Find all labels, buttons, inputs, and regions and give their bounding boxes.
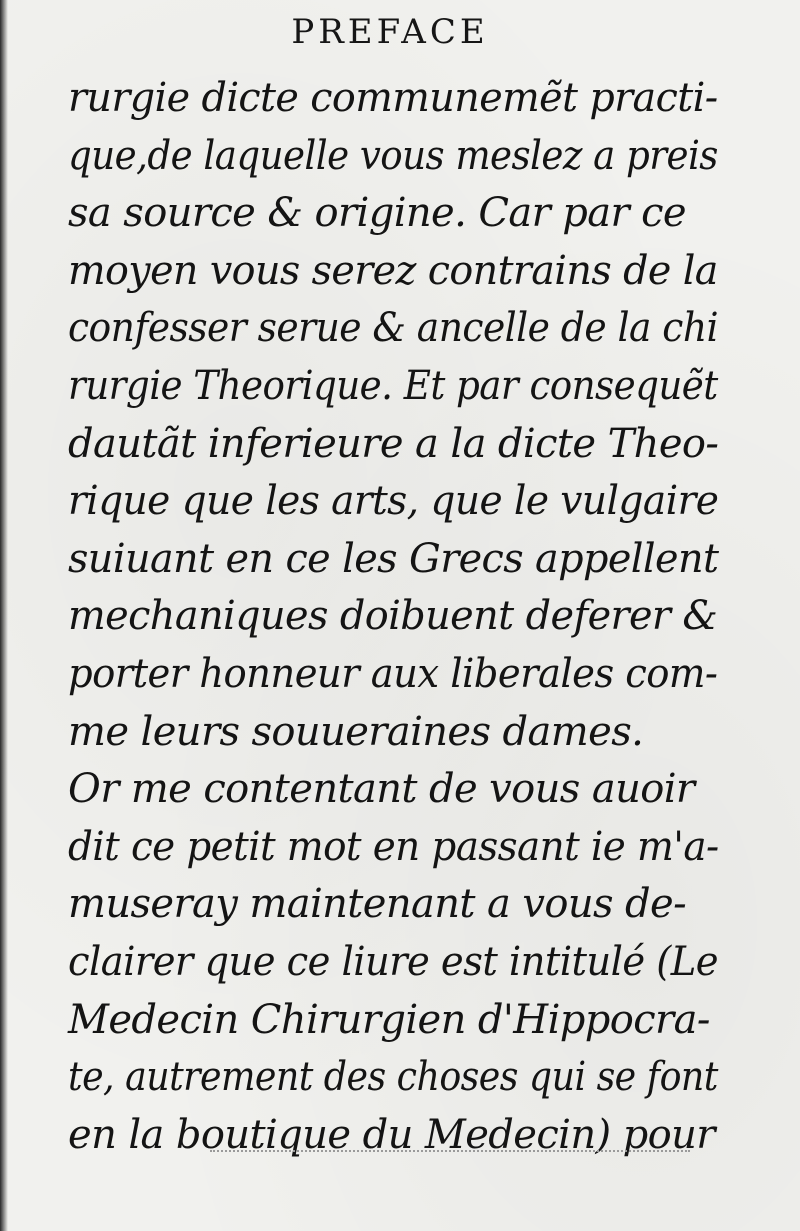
bottom-rule [210,1150,690,1152]
text-line: mechaniques doibuent deferer & [68,593,718,640]
text-line: confesser serue & ancelle de la chi [68,305,719,352]
text-line: moyen vous serez contrains de la [68,247,718,294]
text-line: clairer que ce liure est intitulé (Le [68,938,718,985]
text-line: porter honneur aux liberales com- [68,650,718,697]
text-line: rique que les arts, que le vulgaire [68,478,719,525]
text-line: rurgie dicte communemẽt practi- [68,75,718,121]
text-line: suiuant en ce les Grecs appellent [68,535,719,582]
text-line: sa source & origine. Car par ce [68,190,687,237]
text-line: me leurs souueraines dames. [68,708,644,755]
text-line: Or me contentant de vous auoir [68,766,695,813]
text-line: rurgie Theorique. Et par consequẽt [68,362,718,409]
page-gutter-shadow [0,0,8,1231]
text-line: te, autrement des choses qui se font [68,1054,718,1101]
text-line: museray maintenant a vous de- [68,881,687,928]
text-line: que,de laquelle vous meslez a preis [68,132,718,179]
text-line: Medecin Chirurgien d'Hippocra- [68,996,710,1043]
body-text [68,70,718,1164]
running-head: PREFACE [291,12,489,52]
text-line: en la boutique du Medecin) pour [68,1111,715,1158]
text-line: dit ce petit mot en passant ie m'a- [68,823,719,870]
text-line: dautãt inferieure a la dicte Theo- [68,420,719,467]
